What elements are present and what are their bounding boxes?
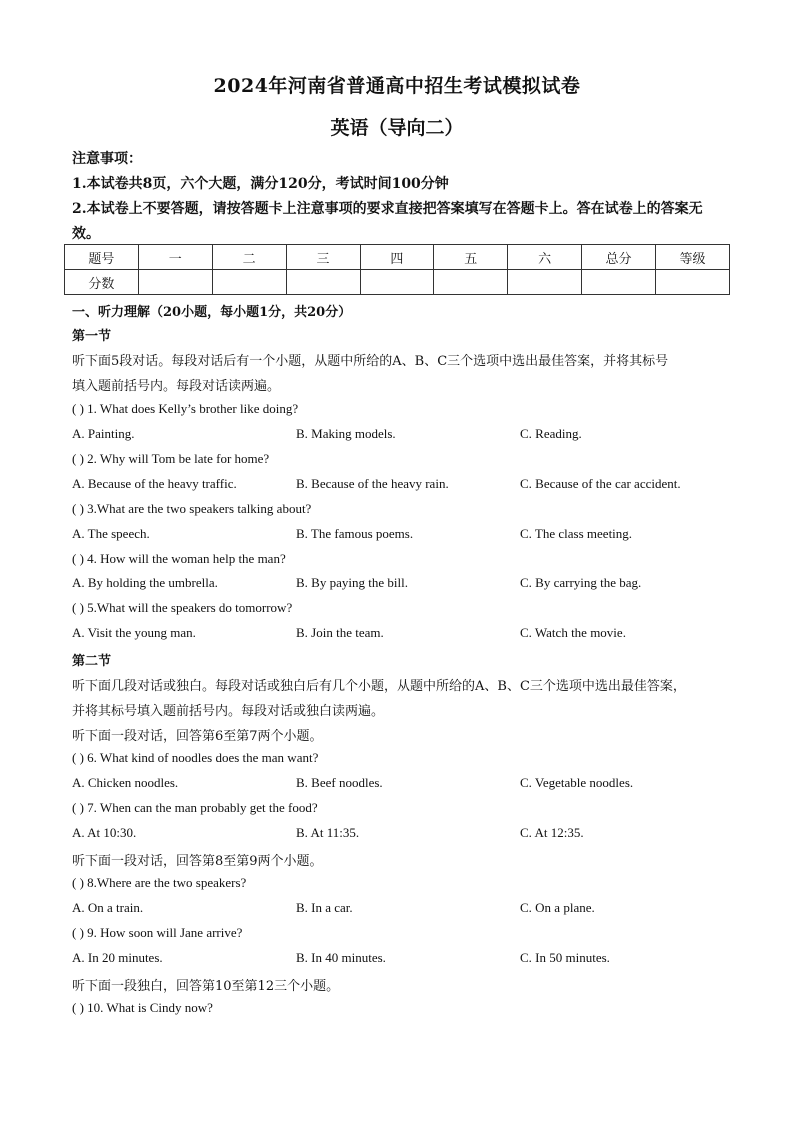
question-stem: ( ) 1. What does Kelly’s brother like doing?: [72, 401, 299, 416]
option-b: B. In a car.: [296, 900, 353, 915]
option-b: B. Join the team.: [296, 625, 384, 640]
score-header-cell: 六: [508, 245, 582, 270]
monologue-instruction: 听下面一段独白，回答第10至第12三个小题。: [72, 979, 340, 994]
option-c: C. Watch the movie.: [520, 625, 626, 640]
option-b: B. The famous poems.: [296, 526, 414, 541]
option-a: A. Chicken noodles.: [72, 775, 179, 790]
score-header-cell: 二: [212, 245, 286, 270]
option-b: B. Beef noodles.: [296, 775, 383, 790]
option-b: B. At 11:35.: [296, 825, 360, 840]
option-c: C. Vegetable noodles.: [520, 775, 634, 790]
score-blank-cell: [656, 270, 730, 295]
score-row-label: 分数: [65, 270, 139, 295]
part1-title: 第一节: [72, 329, 112, 344]
question-stem: ( ) 6. What kind of noodles does the man want?: [72, 750, 319, 765]
option-a: A. Visit the young man.: [72, 625, 196, 640]
score-header-cell: 五: [434, 245, 508, 270]
option-c: C. Reading.: [520, 426, 582, 441]
option-c: C. In 50 minutes.: [520, 950, 610, 965]
option-c: C. By carrying the bag.: [520, 575, 642, 590]
question-stem: ( ) 4. How will the woman help the man?: [72, 551, 286, 566]
part1-instruction: 听下面5段对话。每段对话后有一个小题，从题中所给的A、B、C三个选项中选出最佳答案，并将其标号: [72, 354, 669, 369]
option-c: C. Because of the car accident.: [520, 476, 681, 491]
option-c: C. On a plane.: [520, 900, 595, 915]
question-stem: ( ) 9. How soon will Jane arrive?: [72, 925, 243, 940]
notice-item-2: 2.本试卷上不要答题，请按答题卡上注意事项的要求直接把答案填写在答题卡上。答在试卷上的答案无效。: [72, 201, 703, 242]
option-b: B. Because of the heavy rain.: [296, 476, 449, 491]
option-a: A. At 10:30.: [72, 825, 137, 840]
part2-instruction: 听下面几段对话或独白。每段对话或独白后有几个小题，从题中所给的A、B、C三个选项中选出最佳答案，: [72, 679, 686, 694]
dialog-instruction: 听下面一段对话，回答第6至第7两个小题。: [72, 729, 323, 744]
question-stem: ( ) 3.What are the two speakers talking about?: [72, 501, 312, 516]
option-a: A. On a train.: [72, 900, 144, 915]
score-blank-cell: [434, 270, 508, 295]
section-heading: 一、听力理解（20小题，每小题1分，共20分）: [72, 305, 352, 320]
exam-subtitle: 英语（导向二）: [330, 117, 464, 139]
question-stem: ( ) 2. Why will Tom be late for home?: [72, 451, 270, 466]
part2-title: 第二节: [72, 654, 112, 669]
option-c: C. The class meeting.: [520, 526, 633, 541]
option-b: B. Making models.: [296, 426, 396, 441]
part1-instruction: 填入题前括号内。每段对话读两遍。: [72, 379, 281, 394]
option-b: B. In 40 minutes.: [296, 950, 386, 965]
exam-title: 2024年河南省普通高中招生考试模拟试卷: [213, 75, 581, 97]
score-header-cell: 等级: [656, 245, 730, 270]
score-header-cell: 一: [138, 245, 212, 270]
score-header-cell: 总分: [582, 245, 656, 270]
option-a: A. Because of the heavy traffic.: [72, 476, 237, 491]
score-table-score-row: [65, 270, 730, 295]
score-table-header-row: [65, 245, 730, 270]
score-blank-cell: [582, 270, 656, 295]
part2-instruction: 并将其标号填入题前括号内。每段对话或独白读两遍。: [72, 704, 385, 719]
question-stem: ( ) 7. When can the man probably get the food?: [72, 800, 318, 815]
dialog-instruction: 听下面一段对话，回答第8至第9两个小题。: [72, 854, 323, 869]
score-table: [64, 244, 730, 295]
question-stem: ( ) 10. What is Cindy now?: [72, 1000, 213, 1015]
notice-heading: 注意事项：: [72, 151, 142, 167]
score-blank-cell: [286, 270, 360, 295]
score-blank-cell: [360, 270, 434, 295]
option-a: A. In 20 minutes.: [72, 950, 163, 965]
option-a: A. By holding the umbrella.: [72, 575, 218, 590]
question-stem: ( ) 5.What will the speakers do tomorrow?: [72, 600, 293, 615]
option-a: A. The speech.: [72, 526, 150, 541]
option-c: C. At 12:35.: [520, 825, 584, 840]
notice-item-1: 1.本试卷共8页，六个大题，满分120分，考试时间100分钟: [72, 176, 449, 192]
option-b: B. By paying the bill.: [296, 575, 408, 590]
score-header-cell: 四: [360, 245, 434, 270]
question-stem: ( ) 8.Where are the two speakers?: [72, 875, 247, 890]
score-blank-cell: [508, 270, 582, 295]
score-blank-cell: [138, 270, 212, 295]
score-header-cell: 题号: [65, 245, 139, 270]
score-blank-cell: [212, 270, 286, 295]
option-a: A. Painting.: [72, 426, 135, 441]
score-header-cell: 三: [286, 245, 360, 270]
